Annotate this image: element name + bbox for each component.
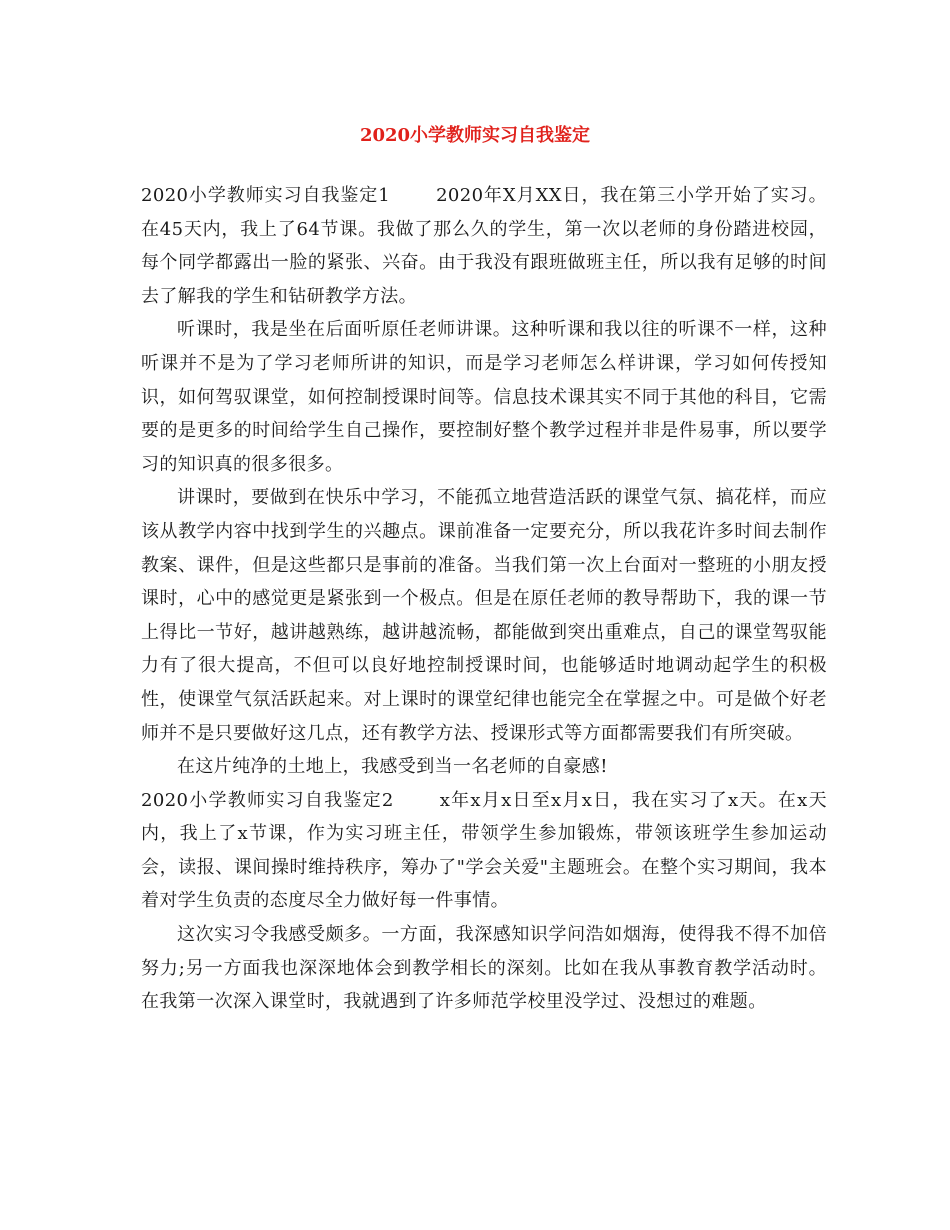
section-1-lead-paragraph [141,179,827,313]
document-title: 2020小学教师实习自我鉴定 [359,125,591,146]
body-paragraph: 在这片纯净的土地上，我感受到当一名老师的自豪感! [177,756,608,778]
body-paragraph: 这次实习令我感受颇多。一方面，我深感知识学问浩如烟海，使得我不得不加倍努力;另一方面我也深深地体会到教学相长的深刻。比如在我从事教育教学活动时。在我第一次深入课堂时，我就遇到了许多师范学校里没学过、没想过的难题。 [141,924,827,1013]
section-2-lead-text: x年x月x日至x月x日，我在实习了x天。在x天内，我上了x节课，作为实习班主任，带领学生参加锻炼，带领该班学生参加运动会，读报、课间操时维持秩序，筹办了"学会关爱"主题班会。在整个实习期间，我本着对学生负责的态度尽全力做好每一件事情。 [141,789,827,912]
section-2-lead-paragraph [141,784,827,918]
section-1-lead-text: 2020年X月XX日，我在第三小学开始了实习。在45天内，我上了64节课。我做了那么久的学生，第一次以老师的身份踏进校园，每个同学都露出一脸的紧张、兴奋。由于我没有跟班做班主任，所以我有足够的时间去了解我的学生和钻研教学方法。 [141,185,827,307]
document-body [141,179,827,1019]
section-1-heading: 2020小学教师实习自我鉴定1 [141,185,391,206]
section-2-heading: 2020小学教师实习自我鉴定2 [141,789,394,811]
body-paragraph: 听课时，我是坐在后面听原任老师讲课。这种听课和我以往的听课不一样，这种听课并不是为了学习老师所讲的知识，而是学习老师怎么样讲课，学习如何传授知识，如何驾驭课堂，如何控制授课时间等。信息技术课其实不同于其他的科目，它需要的是更多的时间给学生自己操作，要控制好整个教学过程并非是件易事，所以要学习的知识真的很多很多。 [141,319,827,475]
body-paragraph: 讲课时，要做到在快乐中学习，不能孤立地营造活跃的课堂气氛、搞花样，而应该从教学内容中找到学生的兴趣点。课前准备一定要充分，所以我花许多时间去制作教案、课件，但是这些都只是事前的准备。当我们第一次上台面对一整班的小朋友授课时，心中的感觉更是紧张到一个极点。但是在原任老师的教导帮助下，我的课一节上得比一节好，越讲越熟练，越讲越流畅，都能做到突出重难点，自己的课堂驾驭能力有了很大提高，不但可以良好地控制授课时间，也能够适时地调动起学生的积极性，使课堂气氛活跃起来。对上课时的课堂纪律也能完全在掌握之中。可是做个好老师并不是只要做好这几点，还有教学方法、授课形式等方面都需要我们有所突破。 [141,487,827,744]
